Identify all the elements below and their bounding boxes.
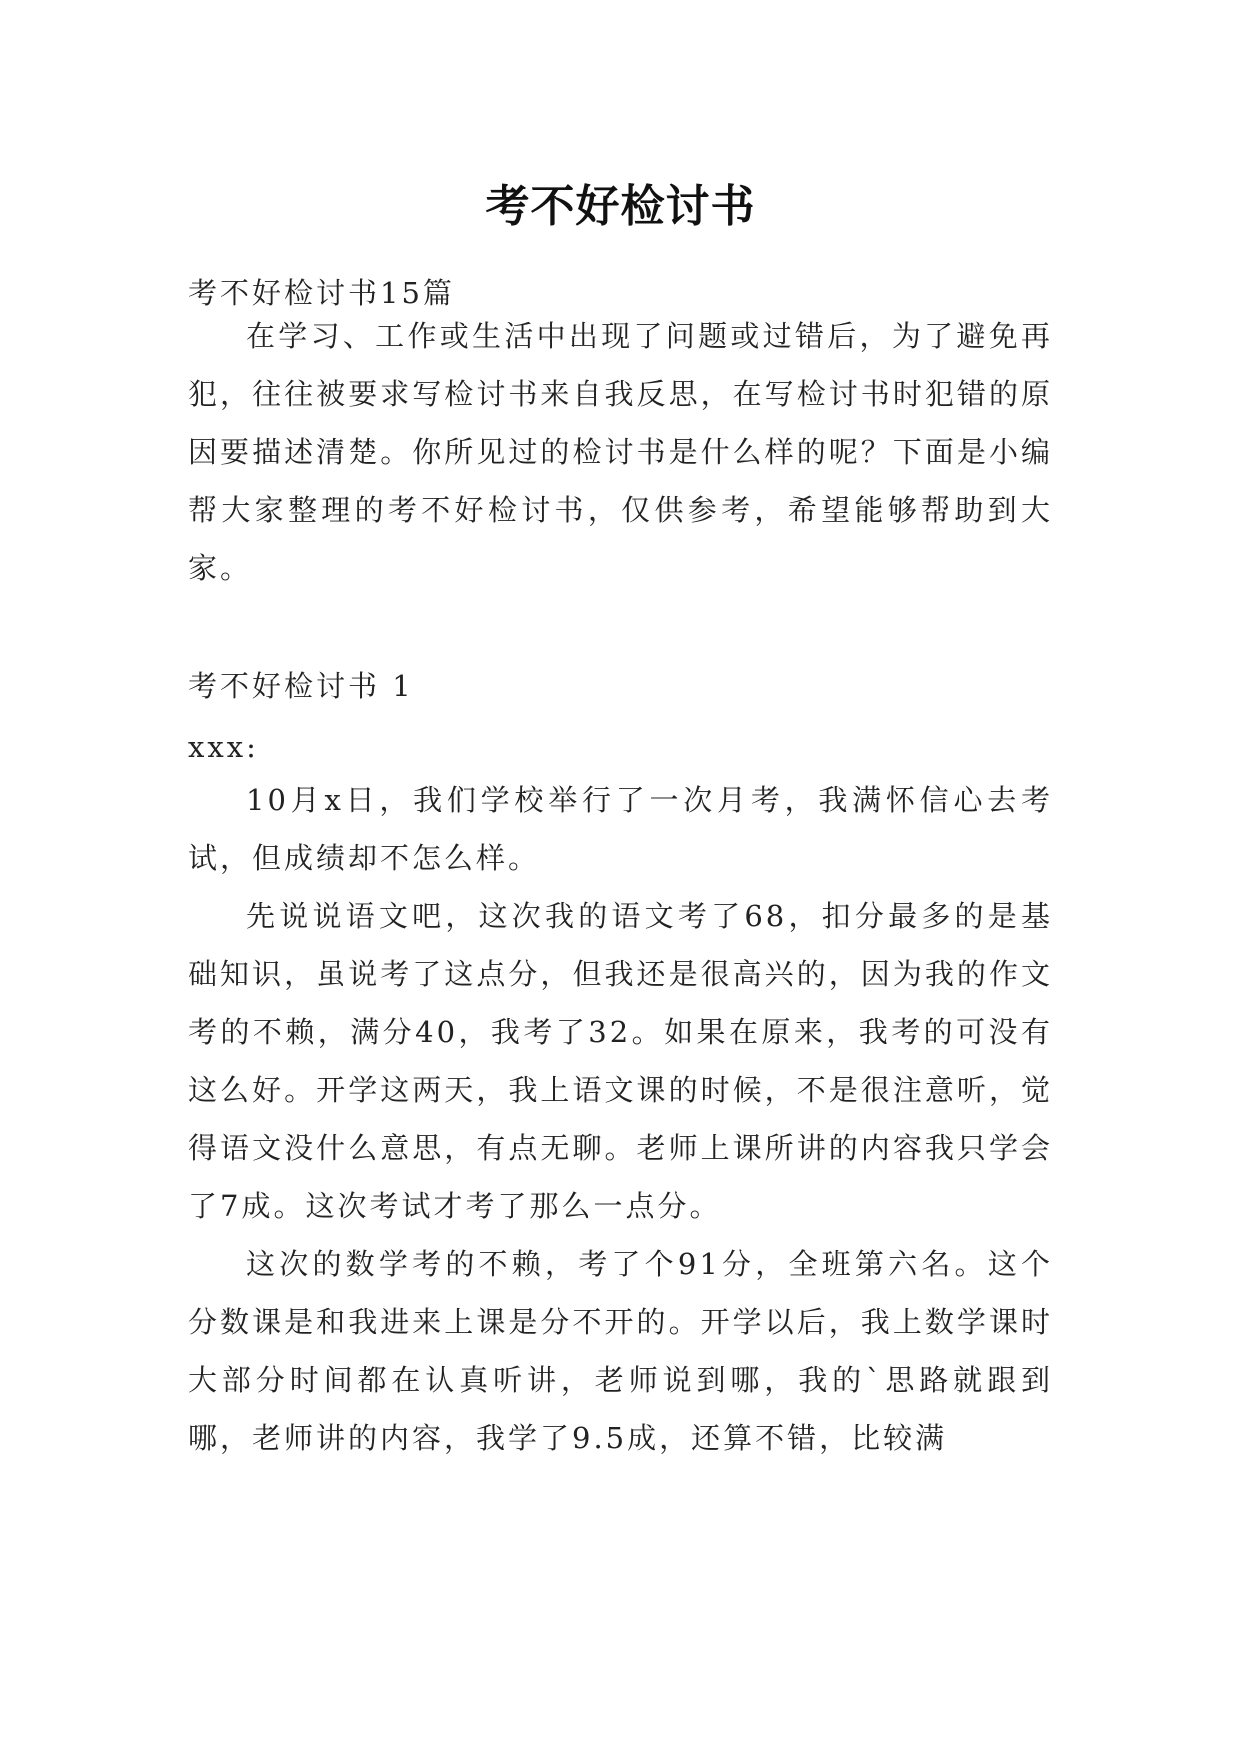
section-heading: 考不好检讨书 1 bbox=[188, 669, 414, 703]
body-paragraph-3: 这次的数学考的不赖，考了个91分，全班第六名。这个分数课是和我进来上课是分不开的。开学以后，我上数学课时大部分时间都在认真听讲，老师说到哪，我的`思路就跟到哪，老师讲的内容，我学了9.5成，还算不错，比较满 bbox=[188, 1247, 1053, 1455]
body-paragraph-2: 先说说语文吧，这次我的语文考了68，扣分最多的是基础知识，虽说考了这点分，但我还是很高兴的，因为我的作文考的不赖，满分40，我考了32。如果在原来，我考的可没有这么好。开学这两天，我上语文课的时候，不是很注意听，觉得语文没什么意思，有点无聊。老师上课所讲的内容我只学会了7成。这次考试才考了那么一点分。 bbox=[188, 899, 1053, 1223]
salutation: xxx: bbox=[188, 730, 259, 764]
intro-paragraph: 在学习、工作或生活中出现了问题或过错后，为了避免再犯，往往被要求写检讨书来自我反思，在写检讨书时犯错的原因要描述清楚。你所见过的检讨书是什么样的呢？下面是小编帮大家整理的考不好检讨书，仅供参考，希望能够帮助到大家。 bbox=[188, 319, 1053, 585]
body-paragraph-1: 10月x日，我们学校举行了一次月考，我满怀信心去考试，但成绩却不怎么样。 bbox=[188, 783, 1053, 875]
document-title: 考不好检讨书 bbox=[485, 181, 756, 233]
series-heading: 考不好检讨书15篇 bbox=[188, 276, 455, 310]
